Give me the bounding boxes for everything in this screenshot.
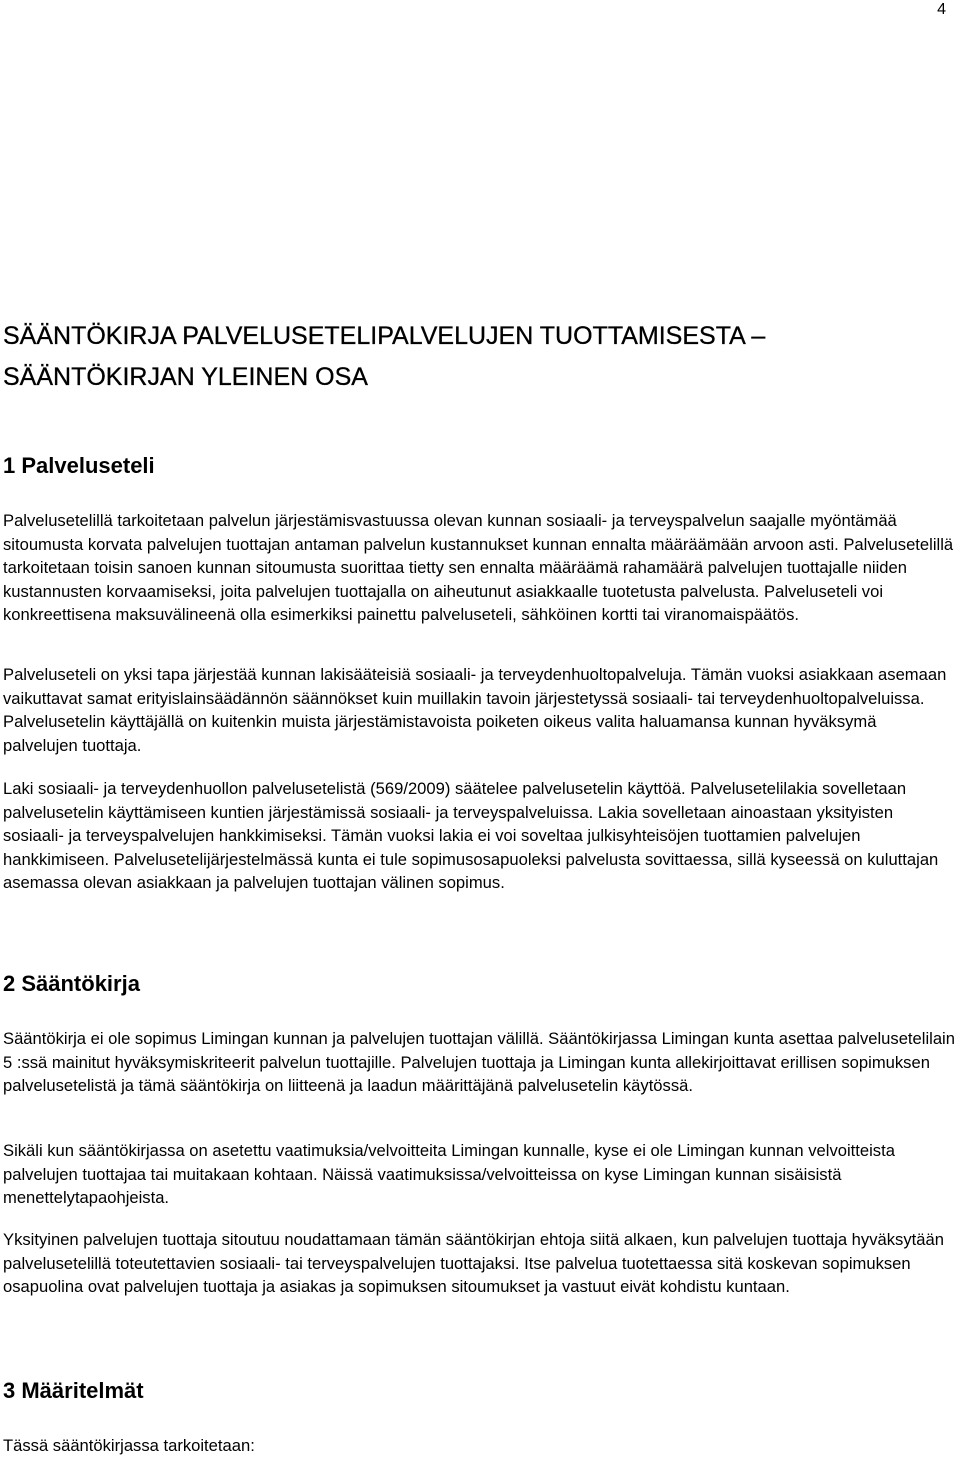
section-2-paragraph-2: Sikäli kun sääntökirjassa on asetettu vaatimuksia/velvoitteita Limingan kunnalle, kyse ei ole Limingan kunnan velvoitteista palvelujen tuottajaa tai muitakaan kohtaan. Näissä vaatimuksissa/velvoitteissa on kyse Limingan kunnan sisäisistä menettelytapaohjeista. [3,1141,895,1208]
section-2-paragraph-1: Sääntökirja ei ole sopimus Limingan kunnan ja palvelujen tuottajan välillä. Sääntökirjassa Limingan kunta asettaa palvelusetelilain 5 :ssä mainitut hyväksymiskriteerit palvelun tuottajille. Palvelujen tuottaja ja Limingan kunta allekirjoittavat erillisen sopimuksen palvelusetelistä ja tämä sääntökirja on liitteenä ja laadun määrittäjänä palvelusetelin käytössä. [3,1029,955,1096]
section-1-paragraph-1: Palvelusetelillä tarkoitetaan palvelun järjestämisvastuussa olevan kunnan sosiaali- ja terveyspalvelun saajalle myöntämää sitoumusta korvata palvelujen tuottajan antaman palvelun kustannukset kunnan ennalta määräämään arvoon asti. Palvelusetelillä tarkoitetaan toisin sanoen kunnan sitoumusta suorittaa tietty sen ennalta määräämä rahamäärä palvelujen tuottajalle niiden kustannusten korvaamiseksi, joita palvelujen tuottajalla on aiheutunut asiakkaalle tuotetusta palvelusta. Palveluseteli voi konkreettisena maksuvälineenä olla esimerkiksi painettu palveluseteli, sähköinen kortti tai viranomaispäätös. [3,511,954,625]
section-heading-saantokirja: 2 Sääntökirja [3,971,140,996]
document-title-line-1: SÄÄNTÖKIRJA PALVELUSETELIPALVELUJEN TUOTTAMISESTA – [3,322,766,350]
section-1-paragraph-3: Laki sosiaali- ja terveydenhuollon palvelusetelistä (569/2009) säätelee palvelusetelin käyttöä. Palvelusetelilakia sovelletaan palvelusetelin käyttämiseen kuntien järjestämissä sosiaali- ja terveyspalveluissa. Lakia sovelletaan ainoastaan yksityisten sosiaali- ja terveyspalvelujen hankkimiseksi. Tämän vuoksi lakia ei voi soveltaa julkisyhteisöjen tuottamien palvelujen hankkimiseen. Palvelusetelijärjestelmässä kunta ei tule sopimusosapuoleksi palvelusta sovittaessa, sillä kyseessä on kuluttajan asemassa olevan asiakkaan ja palvelujen tuottajan välinen sopimus. [3,779,939,893]
document-title [3,316,953,398]
section-3-paragraph-1: Tässä sääntökirjassa tarkoitetaan: [3,1436,255,1455]
section-2-paragraph-3: Yksityinen palvelujen tuottaja sitoutuu noudattamaan tämän sääntökirjan ehtoja siitä alkaen, kun palvelujen tuottaja hyväksytään palvelusetelillä toteutettavien sosiaali- tai terveyspalvelujen tuottajaksi. Itse palvelua tuotettaessa sitä koskevan sopimuksen osapuolina ovat palvelujen tuottaja ja asiakas ja sopimuksen sitoumukset ja vastuut eivät kohdistu kuntaan. [3,1230,944,1297]
section-heading-palveluseteli: 1 Palveluseteli [3,453,155,478]
page-number: 4 [937,1,946,18]
document-title-line-2: SÄÄNTÖKIRJAN YLEINEN OSA [3,363,368,391]
section-heading-maaritelmat: 3 Määritelmät [3,1378,144,1403]
section-1-paragraph-2: Palveluseteli on yksi tapa järjestää kunnan lakisääteisiä sosiaali- ja terveydenhuoltopalveluja. Tämän vuoksi asiakkaan asemaan vaikuttavat samat erityislainsäädännön säännökset kuin muillakin tavoin järjestetyssä sosiaali- tai terveydenhuoltopalveluissa. Palvelusetelin käyttäjällä on kuitenkin muista järjestämistavoista poiketen oikeus valita haluamansa kunnan hyväksymä palvelujen tuottaja. [3,665,947,755]
